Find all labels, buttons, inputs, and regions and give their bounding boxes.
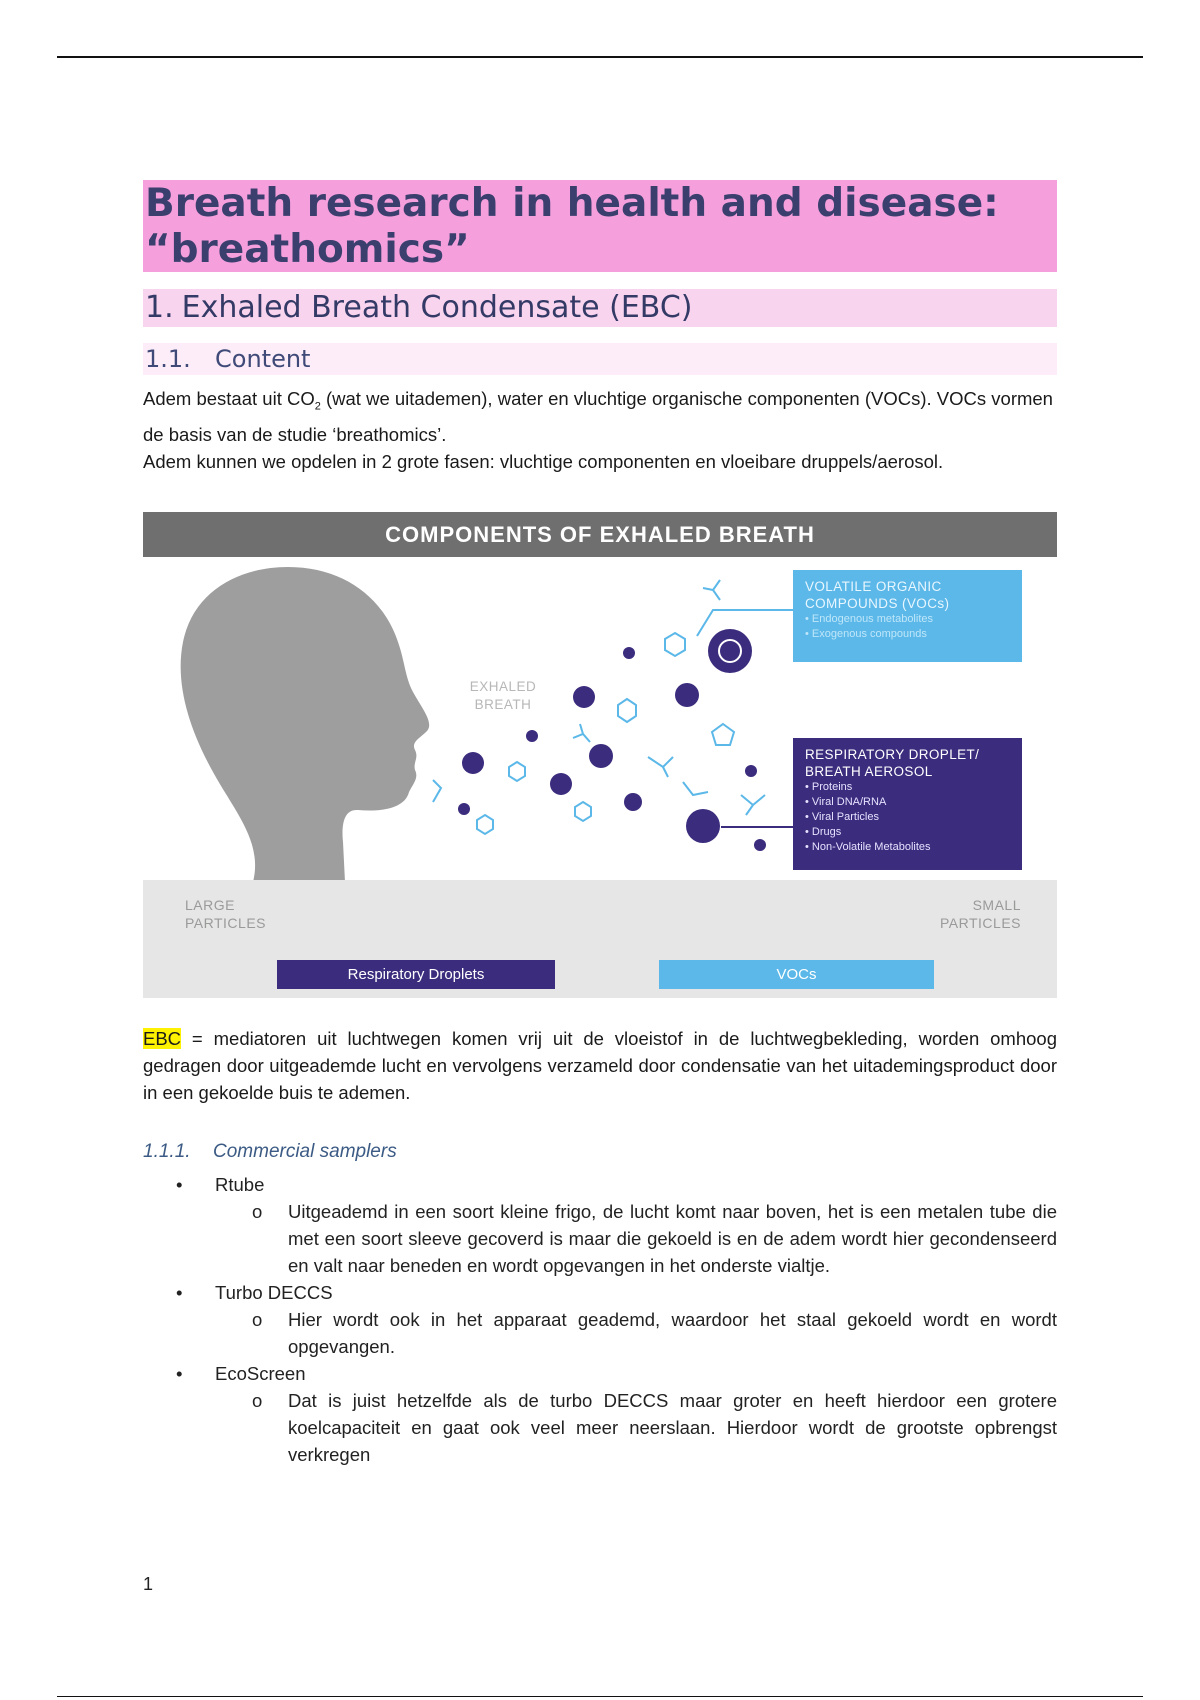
head-silhouette (181, 567, 430, 882)
sub-list-item: o Dat is juist hetzelfde als de turbo DECCS maar groter en heeft hierdoor een grotere koelcapaciteit en gaat ook veel meer neerslaan. Hierdoor wordt de grootste opbrengst verkregen (215, 1387, 1057, 1468)
large-particles-label: LARGE PARTICLES (185, 896, 267, 931)
sub-bullet-icon: o (252, 1308, 263, 1330)
section-title: Exhaled Breath Condensate (EBC) (181, 290, 693, 325)
intro-paragraph: Adem bestaat uit $CO_2$ (wat we uitademen), water en vluchtige organische componenten (VOCs). VOCs vormen de basis van de studie ‘breathomics’. Adem kunnen we opdelen in 2 grote fasen: vluchtige componenten en vloeibare druppels/aerosol. (143, 388, 1053, 472)
list-item: • EcoScreen o Dat is juist hetzelfde als de turbo DECCS maar groter en heeft hierdoor een grotere koelcapaciteit en gaat ook veel meer neerslaan. Hierdoor wordt de grootste opbrengst verkregen (143, 1360, 1057, 1468)
bullet-icon: • (176, 1281, 183, 1303)
subsubsection-title: Commercial samplers (213, 1140, 397, 1162)
list-item: • Rtube o Uitgeademd in een soort kleine frigo, de lucht komt naar boven, het is een metalen tube die met een soort sleeve gecoverd is maar die gekoeld is en de adem wordt hier gecondenseerd en valt naar beneden en wordt opgevangen in het onderste vialtje. (143, 1171, 1057, 1279)
page-content (143, 180, 1057, 1468)
document-title: Breath research in health and disease: “breathomics” (143, 180, 1057, 272)
subsection-number: 1.1. (145, 345, 191, 373)
sub-bullet-icon: o (252, 1200, 263, 1222)
subsubsection-heading (143, 1139, 1057, 1165)
page-number: 1 (143, 1574, 154, 1594)
list-item: • Turbo DECCS o Hier wordt ook in het apparaat geademd, waardoor het staal gekoeld wordt en wordt opgevangen. (143, 1279, 1057, 1360)
exhaled-breath-label: EXHALED BREATH (469, 678, 537, 712)
droplet-particles (462, 629, 752, 843)
samplers-list (143, 1171, 1057, 1468)
subsection-title: Content (215, 345, 311, 373)
figure-header: COMPONENTS OF EXHALED BREATH (143, 512, 1057, 557)
respiratory-droplets-bar: Respiratory Droplets (277, 960, 555, 989)
particle-size-strip (143, 880, 1057, 998)
vocs-bar: VOCs (659, 960, 934, 989)
subsection-heading (143, 343, 1057, 375)
exhaled-breath-figure (143, 512, 1057, 998)
ebc-definition-paragraph: EBC = mediatoren uit luchtwegen komen vrij uit de vloeistof in de luchtwegbekleding, worden omhoog gedragen door uitgeademde lucht en vervolgens verzameld door condensatie van het uitademingsproduct door in een gekoelde buis te ademen. (143, 1027, 1057, 1103)
footer-rule (57, 1696, 1143, 1697)
respiratory-droplet-info-box: RESPIRATORY DROPLET/ BREATH AEROSOL • Proteins • Viral DNA/RNA • Viral Particles • Drugs • Non-Volatile Metabolites (793, 738, 1022, 870)
bullet-icon: • (176, 1362, 183, 1384)
ebc-term-highlight: EBC (143, 1027, 182, 1049)
sub-list-item: o Hier wordt ook in het apparaat geademd, waardoor het staal gekoeld wordt en wordt opgevangen. (215, 1306, 1057, 1360)
section-heading-1 (143, 289, 1057, 327)
subsubsection-number: 1.1.1. (143, 1140, 191, 1162)
bullet-icon: • (176, 1173, 183, 1195)
voc-info-box: VOLATILE ORGANIC COMPOUNDS (VOCs) • Endogenous metabolites • Exogenous compounds (793, 570, 1022, 662)
small-particles-label: SMALL PARTICLES (939, 896, 1021, 931)
sub-bullet-icon: o (252, 1389, 263, 1411)
section-number: 1. (145, 290, 174, 325)
header-rule (57, 56, 1143, 58)
sub-list-item: o Uitgeademd in een soort kleine frigo, de lucht komt naar boven, het is een metalen tube die met een soort sleeve gecoverd is maar die gekoeld is en de adem wordt hier gecondenseerd en valt naar beneden en wordt opgevangen in het onderste vialtje. (215, 1198, 1057, 1279)
